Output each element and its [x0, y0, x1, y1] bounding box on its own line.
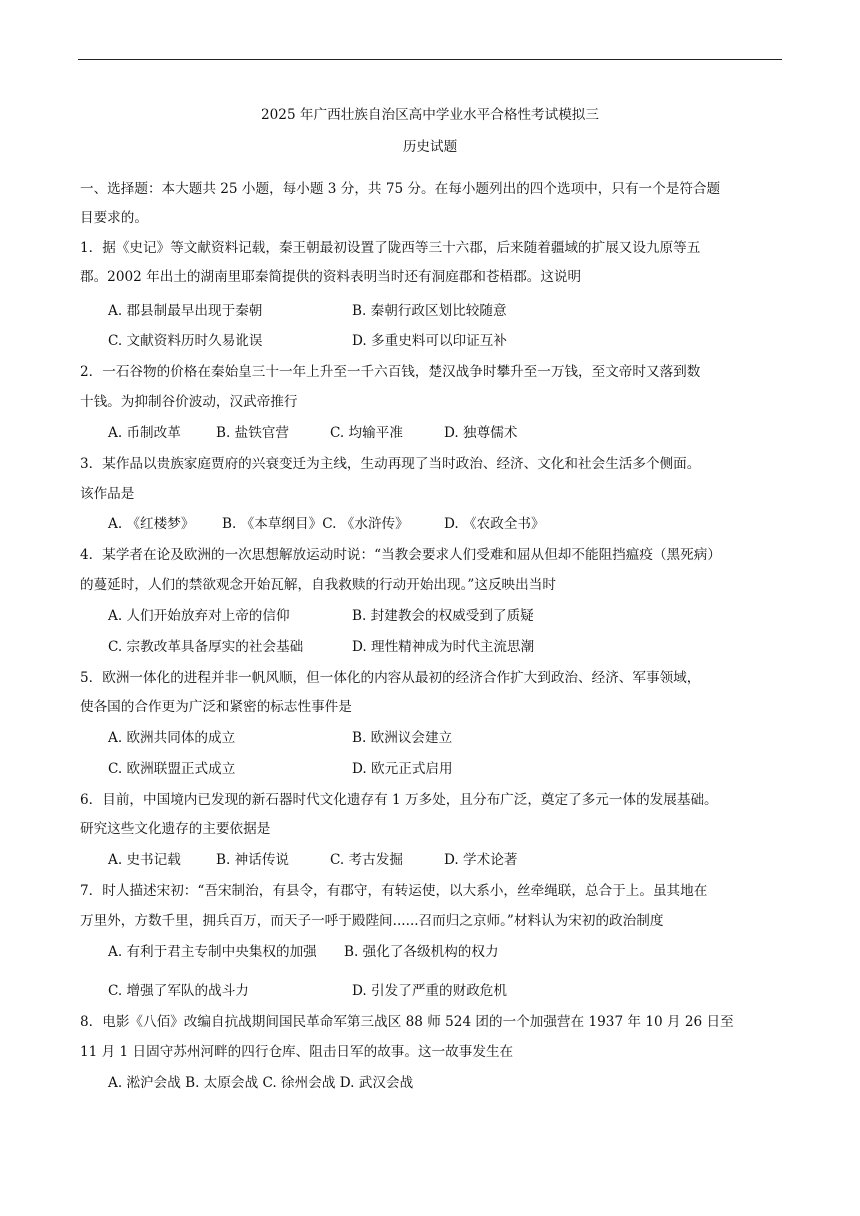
question-3-option-a: A. 《红楼梦》 — [108, 516, 195, 532]
question-2-stem-line-2: 十钱。为抑制谷价波动，汉武帝推行 — [80, 394, 298, 410]
question-3-stem-line-1: 3．某作品以贵族家庭贾府的兴衰变迁为主线，生动再现了当时政治、经济、文化和社会生活多个侧面。 — [80, 456, 701, 472]
question-5-stem-line-2: 使各国的合作更为广泛和紧密的标志性事件是 — [80, 699, 352, 715]
question-5-option-b: B. 欧洲议会建立 — [352, 730, 453, 746]
question-2-option-d: D. 独尊儒术 — [444, 425, 518, 441]
question-6-option-a: A. 史书记载 — [108, 852, 181, 868]
question-6-option-c: C. 考古发掘 — [330, 852, 403, 868]
question-8-stem-line-1: 8．电影《八佰》改编自抗战期间国民革命军第三战区 88 师 524 团的一个加强营在 1937 年 10 月 26 日至 — [80, 1014, 734, 1030]
header-rule — [78, 59, 782, 60]
section-intro-line-1: 一、选择题：本大题共 25 小题，每小题 3 分，共 75 分。在每小题列出的四个选项中，只有一个是符合题 — [80, 181, 721, 197]
question-6-stem-line-2: 研究这些文化遗存的主要依据是 — [80, 821, 271, 837]
question-7-option-c: C. 增强了军队的战斗力 — [108, 983, 249, 999]
question-4-stem-line-1: 4．某学者在论及欧洲的一次思想解放运动时说：“当教会要求人们受难和屈从但却不能阻挡瘟疫（黑死病） — [80, 547, 721, 563]
question-6-stem-line-1: 6．目前，中国境内已发现的新石器时代文化遗存有 1 万多处，且分布广泛，奠定了多元一体的发展基础。 — [80, 792, 718, 808]
question-4-option-a: A. 人们开始放弃对上帝的信仰 — [108, 608, 290, 624]
section-intro-line-2: 目要求的。 — [80, 210, 148, 226]
question-1-stem-line-2: 郡。2002 年出土的湖南里耶秦简提供的资料表明当时还有洞庭郡和苍梧郡。这说明 — [80, 269, 582, 285]
question-4-option-c: C. 宗教改革具备厚实的社会基础 — [108, 639, 304, 655]
question-1-option-b: B. 秦朝行政区划比较随意 — [352, 303, 507, 319]
question-5-stem-line-1: 5．欧洲一体化的进程并非一帆风顺，但一体化的内容从最初的经济合作扩大到政治、经济、军事领域， — [80, 670, 701, 686]
question-1-stem-line-1: 1．据《史记》等文献资料记载，秦王朝最初设置了陇西等三十六郡，后来随着疆域的扩展又设九原等五 — [80, 240, 701, 256]
question-6-option-d: D. 学术论著 — [444, 852, 518, 868]
question-7-option-d: D. 引发了严重的财政危机 — [352, 983, 507, 999]
question-1-option-a: A. 郡县制最早出现于秦朝 — [108, 303, 263, 319]
question-4-option-b: B. 封建教会的权威受到了质疑 — [352, 608, 534, 624]
question-1-option-c: C. 文献资料历时久易讹误 — [108, 333, 263, 349]
question-7-option-b: B. 强化了各级机构的权力 — [344, 944, 499, 960]
question-7-stem-line-2: 万里外，方数千里，拥兵百万，而天子一呼于殿陛间......召而归之京师。”材料认为宋初的政治制度 — [80, 913, 664, 929]
question-6-option-b: B. 神话传说 — [216, 852, 290, 868]
question-3-option-bc: B. 《本草纲目》C. 《水浒传》 — [222, 516, 409, 532]
exam-title: 2025 年广西壮族自治区高中学业水平合格性考试模拟三 — [261, 107, 599, 123]
question-7-stem-line-1: 7．时人描述宋初：“吾宋制治，有县令，有郡守，有转运使，以大系小，丝牵绳联，总合于上。虽其地在 — [80, 883, 708, 899]
question-5-option-d: D. 欧元正式启用 — [352, 761, 453, 777]
question-2-stem-line-1: 2．一石谷物的价格在秦始皇三十一年上升至一千六百钱，楚汉战争时攀升至一万钱，至文帝时又落到数 — [80, 364, 701, 380]
question-2-option-c: C. 均输平准 — [330, 425, 403, 441]
question-4-option-d: D. 理性精神成为时代主流思潮 — [352, 639, 535, 655]
exam-subject: 历史试题 — [402, 139, 458, 155]
question-3-option-d: D. 《农政全书》 — [444, 516, 545, 532]
question-2-option-a: A. 币制改革 — [108, 425, 181, 441]
question-7-option-a: A. 有利于君主专制中央集权的加强 — [108, 944, 317, 960]
question-1-option-d: D. 多重史料可以印证互补 — [352, 333, 507, 349]
question-5-option-a: A. 欧洲共同体的成立 — [108, 730, 236, 746]
question-5-option-c: C. 欧洲联盟正式成立 — [108, 761, 236, 777]
question-4-stem-line-2: 的蔓延时，人们的禁欲观念开始瓦解，自我救赎的行动开始出现。”这反映出当时 — [80, 577, 556, 593]
question-2-option-b: B. 盐铁官营 — [216, 425, 290, 441]
question-8-options: A. 淞沪会战 B. 太原会战 C. 徐州会战 D. 武汉会战 — [108, 1075, 414, 1091]
question-8-stem-line-2: 11 月 1 日固守苏州河畔的四行仓库、阻击日军的故事。这一故事发生在 — [80, 1044, 514, 1060]
question-3-stem-line-2: 该作品是 — [80, 486, 135, 502]
